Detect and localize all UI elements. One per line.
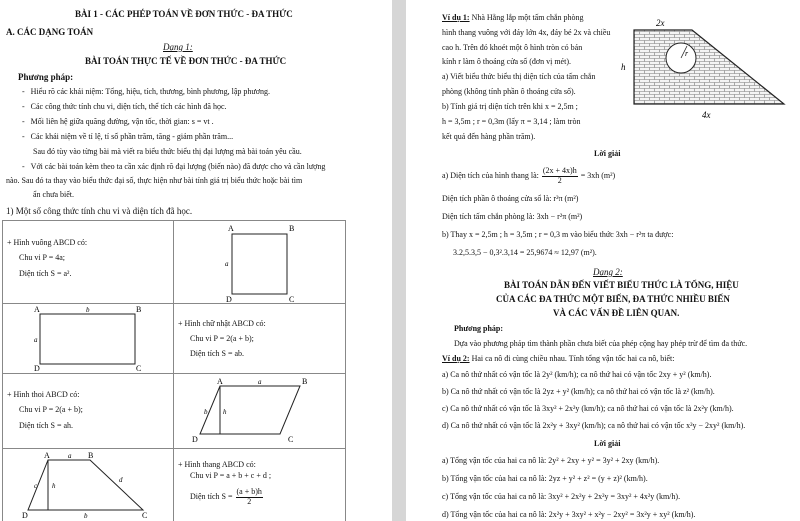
side-label: a <box>258 378 262 386</box>
rectangle-area: Diện tích S = ab. <box>190 349 245 358</box>
vertex-label: B <box>136 305 142 314</box>
ex1-line-7: b) Tính giá trị diện tích trên khi x = 2,5m ; <box>442 102 578 111</box>
vertex-label: D <box>22 511 28 520</box>
sol1-a-text: a) Diện tích của hình thang là: <box>442 170 539 180</box>
ex2-item-a: a) Ca nô thứ nhất có vận tốc là 2y² (km/h); ca nô thứ hai có vận tốc 2xy + y² (km/h). <box>442 370 712 379</box>
ex2-item-d: d) Ca nô thứ nhất có vận tốc là 2x²y + 3xy² (km/h); ca nô thứ hai có vận tốc x²y − 2xy² (km/h). <box>442 421 746 430</box>
rhombus-perimeter: Chu vi P = 2(a + b); <box>19 405 83 414</box>
bullet-5-line-2: nào. Sau đó ta thay vào biểu thức đại số, thực hiện như bài tính giá trị biểu thức hoặc bài tìm <box>6 176 303 185</box>
dang2-label: Dạng 2: <box>593 267 623 277</box>
method-label: Phương pháp: <box>18 72 74 82</box>
side-label: a <box>225 260 229 268</box>
square-area: Diện tích S = a². <box>19 269 72 278</box>
side-label: c <box>34 482 38 490</box>
wall-panel-figure <box>614 16 794 124</box>
trapezoid-perimeter: Chu vi P = a + b + c + d ; <box>190 471 272 480</box>
side-label: d <box>119 476 123 484</box>
vertex-label: A <box>217 377 223 386</box>
method-label-2: Phương pháp: <box>454 324 504 333</box>
ex1-line-6: phòng (không tính phần ô thoáng cửa số). <box>442 87 576 96</box>
dang1-title: BÀI TOÁN THỰC TẾ VỀ ĐƠN THỨC - ĐA THỨC <box>85 56 287 66</box>
trapezoid-area-prefix: Diện tích S = <box>190 491 233 501</box>
side-label: a <box>34 336 38 344</box>
method-text-2: Dựa vào phương pháp tìm thành phần chưa biết của phép cộng hay phép trừ để tìm đa thức. <box>454 339 748 348</box>
top-base-label: 2x <box>656 18 665 28</box>
bottom-base-label: 4x <box>702 110 711 120</box>
vertex-label: A <box>44 451 50 460</box>
vertex-label: B <box>88 451 94 460</box>
ex1-line-1: Ví dụ 1: Nhà Hằng lắp một tấm chắn phòng <box>442 13 584 22</box>
rhombus-figure <box>190 376 315 446</box>
solution-label: Lời giải <box>594 149 621 158</box>
paragraph-1: Sau đó tùy vào từng bài mà viết ra biểu thức biểu thị đại lượng mà bài toán yêu cầu. <box>33 147 302 156</box>
height-label: h <box>223 408 227 416</box>
dang1-label: Dạng 1: <box>163 42 193 52</box>
bullet-4: - Các khái niệm về tỉ lệ, tỉ số phần trăm, tăng - giảm phần trăm... <box>22 132 234 141</box>
rectangle-perimeter: Chu vi P = 2(a + b); <box>190 334 254 343</box>
vertex-label: C <box>136 364 142 372</box>
bullet-5-line-3: ẩn chưa biết. <box>33 190 74 199</box>
ex1-line-3: cao h. Trên đó khoét một ô hình tròn có bán <box>442 43 583 52</box>
radius-label: r <box>685 49 689 58</box>
ex2-intro: Ví dụ 2: Hai ca nô đi cùng chiều nhau. Tính tổng vận tốc hai ca nô, biết: <box>442 354 675 363</box>
fraction-denominator: 2 <box>247 496 252 506</box>
fraction-numerator: (2x + 4x)h <box>542 166 577 175</box>
sol1-b-calc: 3.2,5.3,5 − 0,3².3,14 = 25,9674 ≈ 12,97 (m²). <box>453 248 597 257</box>
table-cell <box>173 448 346 521</box>
fraction <box>542 167 578 186</box>
sol1-panel: Diện tích tấm chắn phòng là: 3xh − r²π (m²) <box>442 212 583 221</box>
sol1-b: b) Thay x = 2,5m ; h = 3,5m ; r = 0,3 m vào biểu thức 3xh − r²π ta được: <box>442 230 674 239</box>
fraction <box>236 488 263 507</box>
bullet-2: - Các công thức tính chu vi, diện tích, thể tích các hình đã học. <box>22 102 227 111</box>
side-label: b <box>84 512 88 520</box>
formula-heading: 1) Một số công thức tính chu vi và diện tích đã học. <box>6 206 193 216</box>
trapezoid-figure <box>18 448 158 520</box>
side-label: a <box>68 452 72 460</box>
trapezoid-area <box>190 488 263 507</box>
vertex-label: A <box>228 224 234 233</box>
vertex-label: B <box>302 377 308 386</box>
section-a-heading: A. CÁC DẠNG TOÁN <box>6 27 94 37</box>
vertex-label: C <box>142 511 148 520</box>
sol1-a <box>442 167 615 186</box>
bullet-1: - Hiểu rõ các khái niệm: Tổng, hiệu, tích, thương, bình phương, lập phương. <box>22 87 270 96</box>
ex2-item-b: b) Ca nô thứ nhất có vận tốc là 2yz + y² (km/h); ca nô thứ hai có vận tốc là z² (km/h). <box>442 387 715 396</box>
side-label: b <box>86 306 90 314</box>
vertex-label: D <box>34 364 40 372</box>
rectangle-figure <box>30 304 145 372</box>
sol1-hole: Diện tích phần ô thoáng cửa sổ là: r²π (m²) <box>442 194 579 203</box>
vertex-label: C <box>289 295 295 302</box>
vertex-label: A <box>34 305 40 314</box>
rhombus-area: Diện tích S = ah. <box>19 421 74 430</box>
square-name: + Hình vuông ABCD có: <box>7 238 88 247</box>
ex2-label: Ví dụ 2: <box>442 354 470 363</box>
dang2-title-3: VÀ CÁC VẤN ĐỀ LIÊN QUAN. <box>553 308 680 318</box>
ex1-line-2: hình thang vuông với đáy lớn 4x, đáy bé 2x và chiều <box>442 28 611 37</box>
trapezoid-name: + Hình thang ABCD có: <box>178 460 256 469</box>
sol2-item-c: c) Tổng vận tốc của hai ca nô là: 3xy² + 2x²y + 2x²y = 3xy² + 4x²y (km/h). <box>442 492 681 501</box>
ex1-line-9: kết quả đến hàng phần trăm). <box>442 132 536 141</box>
ex1-label: Ví dụ 1: <box>442 13 470 22</box>
vertex-label: D <box>192 435 198 444</box>
right-page <box>406 0 800 521</box>
left-page <box>0 0 392 521</box>
vertex-label: C <box>288 435 294 444</box>
ex2-item-c: c) Ca nô thứ nhất có vận tốc là 3xy² + 2x²y (km/h); ca nô thứ hai có vận tốc là 2x²y (km/h). <box>442 404 734 413</box>
bullet-3: - Mối liên hệ giữa quãng đường, vận tốc, thời gian: s = vt . <box>22 117 214 126</box>
lesson-title: BÀI 1 - CÁC PHÉP TOÁN VỀ ĐƠN THỨC - ĐA THỨC <box>75 9 293 19</box>
sol2-item-b: b) Tổng vận tốc của hai ca nô là: 2yz + y² + z² = (y + z)² (km/h). <box>442 474 648 483</box>
dang2-title-1: BÀI TOÁN DẪN ĐẾN VIẾT BIỂU THỨC LÀ TỔNG, HIỆU <box>504 280 739 290</box>
vertex-label: B <box>289 224 295 233</box>
rectangle-name: + Hình chữ nhật ABCD có: <box>178 319 266 328</box>
vertex-label: D <box>226 295 232 302</box>
fraction-numerator: (a + b)h <box>236 487 262 496</box>
solution-label-2: Lời giải <box>594 439 621 448</box>
ex1-line-4: kính r làm ô thoáng cửa số (đơn vị mét). <box>442 57 571 66</box>
bullet-5-line-1: - Với các bài toán kèm theo ta cần xác định rõ đại lượng (biến nào) đã được cho và cần lượng <box>22 162 326 171</box>
dang2-title-2: CỦA CÁC ĐA THỨC MỘT BIẾN, ĐA THỨC NHIỀU BIẾN <box>496 294 730 304</box>
height-label: h <box>52 482 56 490</box>
ex1-line-8: h = 3,5m ; r = 0,3m (lấy π = 3,14 ; làm tròn <box>442 117 581 126</box>
sol2-item-a: a) Tổng vận tốc của hai ca nô là: 2y² + 2xy + y² = 3y² + 2xy (km/h). <box>442 456 660 465</box>
square-figure <box>214 222 304 302</box>
ex1-line-5: a) Viết biểu thức biểu thị diện tích của tấm chắn <box>442 72 596 81</box>
height-label: h <box>621 62 626 72</box>
sol1-a-result: = 3xh (m²) <box>580 170 616 180</box>
square-perimeter: Chu vi P = 4a; <box>19 253 65 262</box>
fraction-denominator: 2 <box>557 175 562 185</box>
side-label: b <box>204 408 208 416</box>
sol2-item-d: d) Tổng vận tốc của hai ca nô là: 2x²y + 3xy² + x²y − 2xy² = 3x²y + xy² (km/h). <box>442 510 696 519</box>
rhombus-name: + Hình thoi ABCD có: <box>7 390 80 399</box>
